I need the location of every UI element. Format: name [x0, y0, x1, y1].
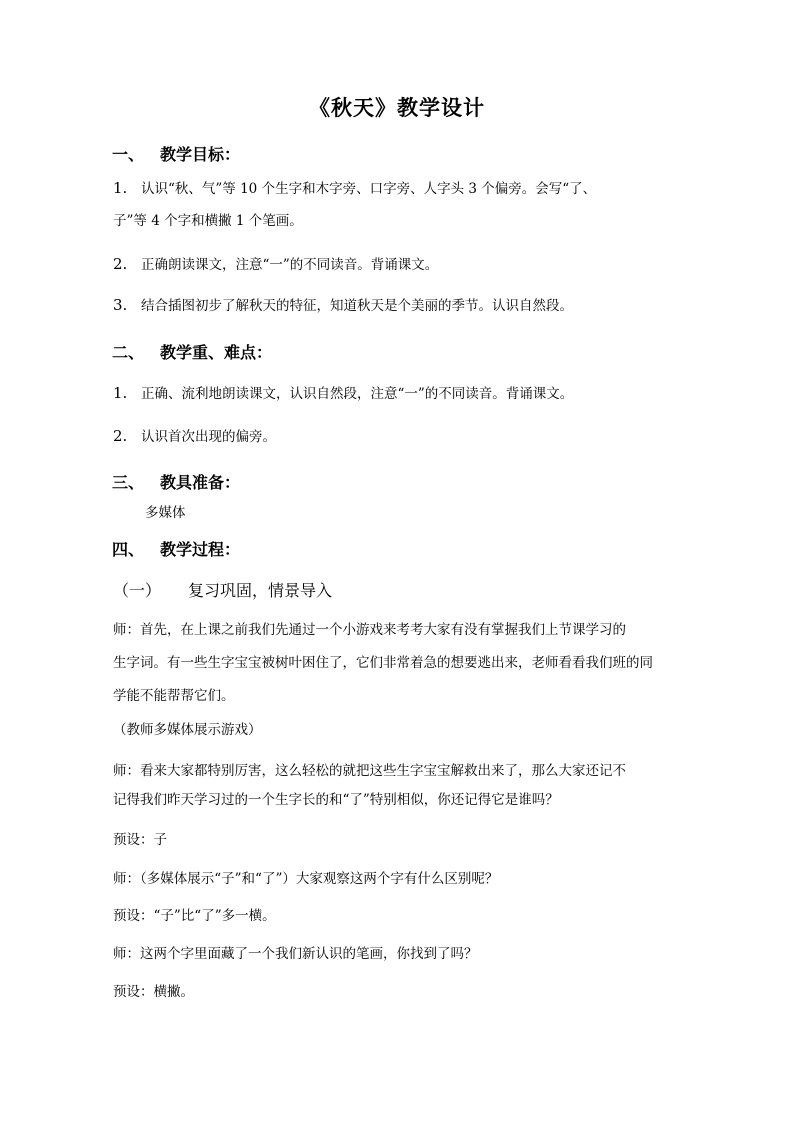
keypoint-item-2 [113, 426, 276, 447]
item-number: 2. [113, 255, 128, 273]
paragraph-line: 记得我们昨天学习过的一个生字长的和“了”特别相似，你还记得它是谁吗？ [113, 792, 559, 808]
tools-text: 多媒体 [145, 505, 186, 521]
paragraph-line: 师：这两个字里面藏了一个我们新认识的笔画，你找到了吗？ [113, 946, 478, 962]
goal-item-1-continued: 子”等 4 个字和横撇 1 个笔画。 [113, 213, 303, 229]
paragraph-line: 预设：横撇。 [113, 984, 194, 1000]
item-number: 1. [113, 384, 128, 402]
paragraph-line: 预设：子 [113, 832, 167, 848]
section-number: 四、 [112, 540, 145, 559]
section-number: 二、 [112, 343, 145, 362]
paragraph-line: 师：首先，在上课之前我们先通过一个小游戏来考考大家有没有掌握我们上节课学习的 [113, 622, 626, 638]
item-number: 1. [113, 179, 128, 197]
goal-item-3 [113, 295, 573, 316]
section-label: 教学过程： [160, 540, 241, 559]
paragraph-line: 预设：“子”比“了”多一横。 [113, 908, 276, 924]
item-text: 认识首次出现的偏旁。 [141, 429, 276, 445]
item-text: 正确朗读课文，注意“一”的不同读音。背诵课文。 [141, 257, 439, 273]
goal-item-2 [113, 254, 438, 275]
section-heading-process [112, 537, 240, 560]
goal-item-1 [113, 178, 596, 199]
section-heading-tools [112, 470, 240, 493]
item-text: 认识“秋、气”等 10 个生字和木字旁、口字旁、人字头 3 个偏旁。会写“了、 [141, 181, 597, 197]
subsection-heading [113, 578, 332, 601]
paragraph-line: 学能不能帮帮它们。 [113, 688, 235, 704]
section-label: 教学目标： [160, 145, 241, 164]
item-text: 正确、流利地朗读课文，认识自然段，注意“一”的不同读音。背诵课文。 [141, 386, 574, 402]
section-number: 一、 [112, 145, 145, 164]
paragraph-line: 师：（多媒体展示“子”和“了”）大家观察这两个字有什么区别呢？ [113, 871, 499, 887]
section-label: 教学重、难点： [160, 343, 273, 362]
paragraph-line: （教师多媒体展示游戏） [113, 722, 262, 738]
item-text: 结合插图初步了解秋天的特征，知道秋天是个美丽的季节。认识自然段。 [141, 298, 573, 314]
item-number: 3. [113, 296, 128, 314]
item-number: 2. [113, 427, 128, 445]
section-heading-keypoints [112, 340, 272, 363]
paragraph-line: 生字词。有一些生字宝宝被树叶困住了，它们非常着急的想要逃出来，老师看看我们班的同 [113, 655, 653, 671]
subsection-number: （一） [113, 581, 162, 600]
section-number: 三、 [112, 473, 145, 492]
keypoint-item-1 [113, 383, 573, 404]
section-label: 教具准备： [160, 473, 241, 492]
subsection-title: 复习巩固，情景导入 [188, 581, 333, 600]
paragraph-line: 师：看来大家都特别厉害，这么轻松的就把这些生字宝宝解救出来了，那么大家还记不 [113, 763, 626, 779]
section-heading-goals [112, 142, 240, 165]
document-title: 《秋天》教学设计 [309, 95, 485, 120]
